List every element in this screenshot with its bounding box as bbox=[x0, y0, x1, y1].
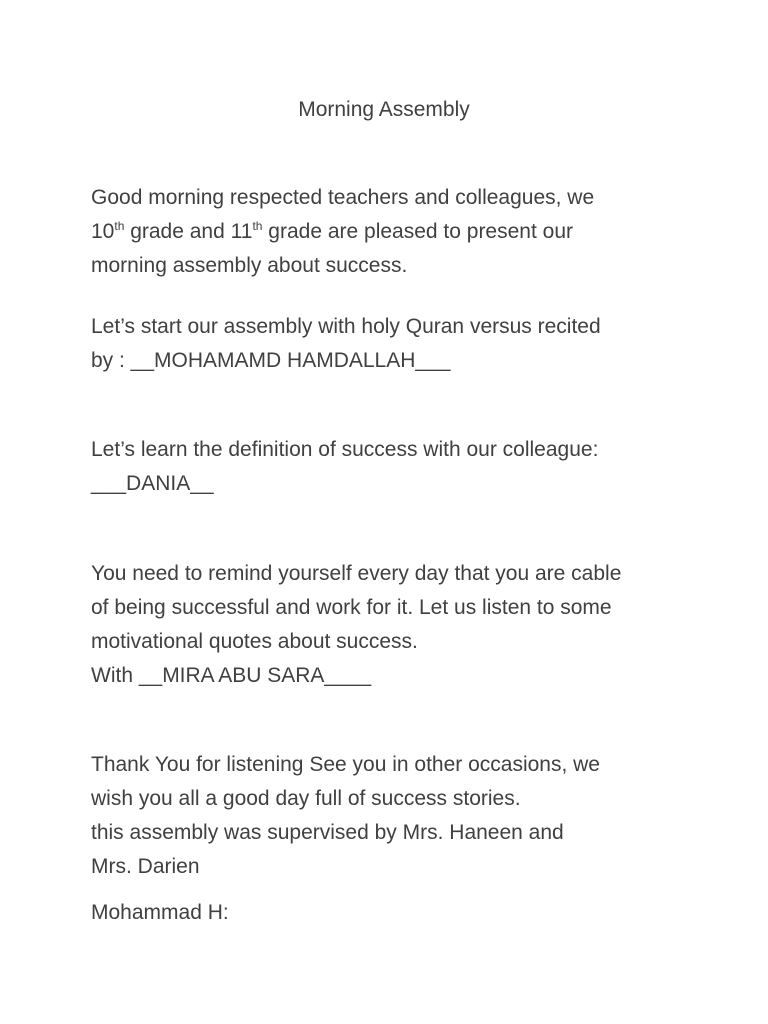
ordinal-suffix: th bbox=[252, 219, 263, 233]
quotes-line-1: You need to remind yourself every day that you are cable bbox=[91, 562, 622, 585]
intro-line-1: Good morning respected teachers and colleagues, we bbox=[91, 186, 595, 209]
grade-10: 10 bbox=[91, 220, 115, 243]
intro-paragraph bbox=[91, 181, 691, 283]
definition-line-2: ___DANIA__ bbox=[91, 472, 214, 495]
document-title: Morning Assembly bbox=[298, 98, 470, 121]
quran-line-1: Let’s start our assembly with holy Quran versus recited bbox=[91, 315, 601, 338]
quotes-line-2: of being successful and work for it. Let us listen to some bbox=[91, 596, 612, 619]
closing-paragraph bbox=[91, 748, 691, 884]
closing-line-4: Mrs. Darien bbox=[91, 855, 200, 878]
closing-line-1: Thank You for listening See you in other occasions, we bbox=[91, 753, 600, 776]
signature-line bbox=[91, 896, 691, 930]
quran-paragraph bbox=[91, 310, 691, 378]
closing-line-2: wish you all a good day full of success stories. bbox=[91, 787, 521, 810]
intro-line-3: morning assembly about success. bbox=[91, 254, 408, 277]
intro-line-2-middle: grade and 11 bbox=[124, 220, 253, 243]
closing-line-3: this assembly was supervised by Mrs. Haneen and bbox=[91, 821, 564, 844]
definition-line-1: Let’s learn the definition of success with our colleague: bbox=[91, 438, 599, 461]
intro-line-2 bbox=[91, 215, 691, 249]
signature-text: Mohammad H: bbox=[91, 901, 229, 924]
quotes-line-4: With __MIRA ABU SARA____ bbox=[91, 664, 372, 687]
intro-line-2-end: grade are pleased to present our bbox=[262, 220, 573, 243]
quotes-paragraph bbox=[91, 557, 691, 693]
quotes-line-3: motivational quotes about success. bbox=[91, 630, 418, 653]
ordinal-suffix: th bbox=[114, 219, 125, 233]
quran-line-2: by : __MOHAMAMD HAMDALLAH___ bbox=[91, 349, 451, 372]
definition-paragraph bbox=[91, 433, 691, 501]
